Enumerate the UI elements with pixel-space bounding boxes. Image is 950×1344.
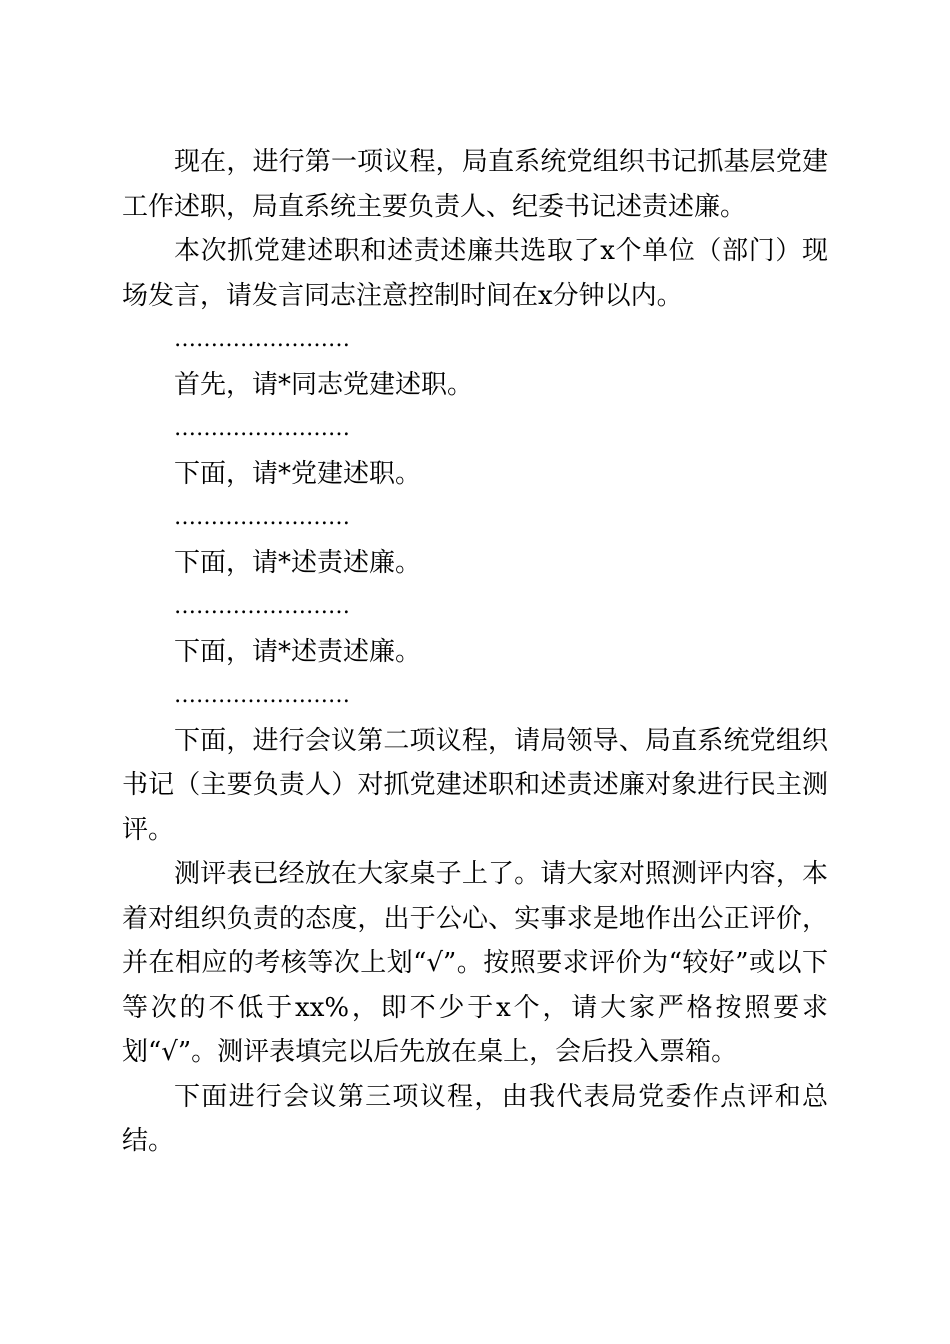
paragraph-agenda-three: 下面进行会议第三项议程，由我代表局党委作点评和总结。 [122,1081,828,1156]
ellipsis-separator: …………………… [174,594,350,619]
paragraph-evaluation-form: 测评表已经放在大家桌子上了。请大家对照测评内容，本着对组织负责的态度，出于公心、实事求是地作出公正评价，并在相应的考核等次上划“√”。按照要求评价为“较好”或以下等次的不低于xx%，即不少于x个，请大家严格按照要求划“√”。测评表填完以后先放在桌上，会后投入票箱。 [122,859,828,1067]
paragraph-next-speaker: 下面，请*党建述职。 [174,458,422,489]
document-body [122,140,828,1164]
paragraph-agenda-one: 现在，进行第一项议程，局直系统党组织书记抓基层党建工作述职，局直系统主要负责人、纪委书记述责述廉。 [122,147,828,222]
paragraph-speech-time: 本次抓党建述职和述责述廉共选取了x个单位（部门）现场发言，请发言同志注意控制时间在x分钟以内。 [122,236,828,311]
ellipsis-separator: …………………… [174,683,350,708]
paragraph-agenda-two: 下面，进行会议第二项议程，请局领导、局直系统党组织书记（主要负责人）对抓党建述职和述责述廉对象进行民主测评。 [122,725,828,845]
ellipsis-separator: …………………… [174,327,350,352]
paragraph-first-speaker: 首先，请*同志党建述职。 [174,369,474,400]
ellipsis-separator: …………………… [174,416,350,441]
paragraph-next-speaker: 下面，请*述责述廉。 [174,636,422,667]
ellipsis-separator: …………………… [174,505,350,530]
paragraph-next-speaker: 下面，请*述责述廉。 [174,547,422,578]
